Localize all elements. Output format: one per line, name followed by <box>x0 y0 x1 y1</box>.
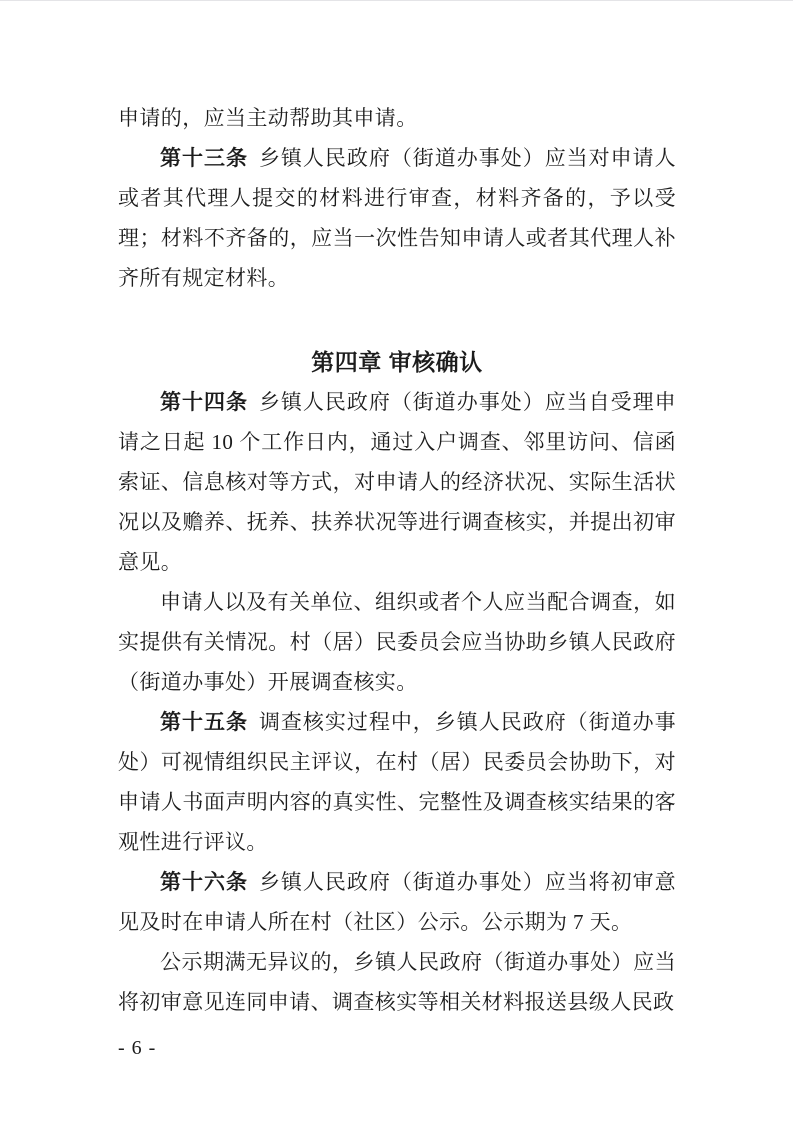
page-number: - 6 - <box>118 1037 157 1059</box>
paragraph-continuation: 申请的，应当主动帮助其申请。 <box>118 106 418 130</box>
article-15-paragraph <box>118 702 676 862</box>
scan-edge-line <box>0 0 793 1</box>
article-16-number: 第十六条 <box>160 870 248 894</box>
article-14-text: 乡镇人民政府（街道办事处）应当自受理申请之日起 10 个工作日内，通过入户调查、邻里访问、信函索证、信息核对等方式，对申请人的经济状况、实际生活状况以及赡养、抚养、扶养状况等进行调查核实，并提出初审意见。 <box>118 390 676 574</box>
article-14-paragraph <box>118 382 676 582</box>
document-body <box>118 98 676 1022</box>
article-15-text: 调查核实过程中，乡镇人民政府（街道办事处）可视情组织民主评议，在村（居）民委员会协助下，对申请人书面声明内容的真实性、完整性及调查核实结果的客观性进行评议。 <box>118 710 676 854</box>
report-paragraph: 公示期满无异议的，乡镇人民政府（街道办事处）应当将初审意见连同申请、调查核实等相关材料报送县级人民政 <box>118 950 676 1014</box>
chapter-heading: 第四章 审核确认 <box>311 349 483 375</box>
article-16-text: 乡镇人民政府（街道办事处）应当将初审意见及时在申请人所在村（社区）公示。公示期为 7 天。 <box>118 870 676 934</box>
article-14-number: 第十四条 <box>160 390 248 414</box>
article-15-number: 第十五条 <box>160 710 248 734</box>
article-13-number: 第十三条 <box>160 146 248 170</box>
cooperation-paragraph: 申请人以及有关单位、组织或者个人应当配合调查，如实提供有关情况。村（居）民委员会应当协助乡镇人民政府（街道办事处）开展调查核实。 <box>118 590 676 694</box>
article-13-text: 乡镇人民政府（街道办事处）应当对申请人或者其代理人提交的材料进行审查，材料齐备的，予以受理；材料不齐备的，应当一次性告知申请人或者其代理人补齐所有规定材料。 <box>118 146 676 290</box>
article-13-paragraph <box>118 138 676 298</box>
article-16-paragraph <box>118 862 676 942</box>
